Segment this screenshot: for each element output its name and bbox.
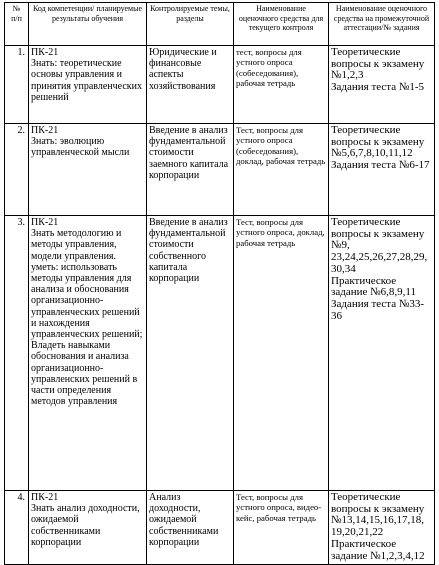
current-control-cell: Тест, вопросы для устного опроса (собеседования), доклад, рабочая тетрадь [234,124,329,216]
table-row [5,216,435,491]
table-row [5,491,435,565]
topics-cell: Юридические и финансовые аспекты хозяйствования [147,46,234,124]
header-row [5,3,435,46]
table-row [5,46,435,124]
topics-cell: Анализ доходности, ожидаемой собственниками корпорации [147,491,234,565]
competence-cell: ПК-21 Знать: эволюцию управленческой мысли [29,124,147,216]
header-final-assessment: Наименование оценочного средства на промежуточной аттестации/№ задания [329,3,435,46]
final-assessment-cell: Теоретические вопросы к экзамену №13,14,15,16,17,18, 19,20,21,22 Практическое задание №1,2,3,4,12 [329,491,435,565]
header-number: № п/п [5,3,29,46]
current-control-cell: тест, вопросы для устного опроса (собеседования), рабочая тетрадь [234,46,329,124]
header-current-control: Наименование оценочного средства для текущего контроля [234,3,329,46]
topics-cell: Введение в анализ фундаментальной стоимости заемного капитала корпорации [147,124,234,216]
current-control-cell: Тест, вопросы для устного опроса, доклад, рабочая тетрадь [234,216,329,491]
header-topics: Контролируемые темы, разделы [147,3,234,46]
header-competence: Код компетенции/ планируемые результаты обучения [29,3,147,46]
final-assessment-cell: Теоретические вопросы к экзамену №1,2,3 Задания теста №1-5 [329,46,435,124]
final-assessment-cell: Теоретические вопросы к экзамену №9, 23,24,25,26,27,28,29, 30,34 Практическое задание №6,8,9,11 Задания теста №33-36 [329,216,435,491]
table-row [5,124,435,216]
final-assessment-cell: Теоретические вопросы к экзамену №5,6,7,8,10,11,12 Задания теста №6-17 [329,124,435,216]
competence-cell: ПК-21 Знать анализ доходности, ожидаемой собственниками корпорации [29,491,147,565]
competence-cell: ПК-21 Знать: теоретические основы управления и принятия управленческих решений [29,46,147,124]
topics-cell: Введение в анализ фундаментальной стоимости собственного капитала корпорации [147,216,234,491]
row-number: 2. [5,124,29,216]
current-control-cell: Тест, вопросы для устного опроса, видео-кейс, рабочая тетрадь [234,491,329,565]
row-number: 4. [5,491,29,565]
row-number: 3. [5,216,29,491]
competence-cell: ПК-21 Знать методологию и методы управления, модели управления. уметь: использовать методы управления для анализа и обоснования организационно-управленческих решений и нахождения управленческих решений; Владеть навыками обоснования и анализа организационно-управленских решений в части определения методов управления [29,216,147,491]
assessment-table [4,2,435,565]
row-number: 1. [5,46,29,124]
